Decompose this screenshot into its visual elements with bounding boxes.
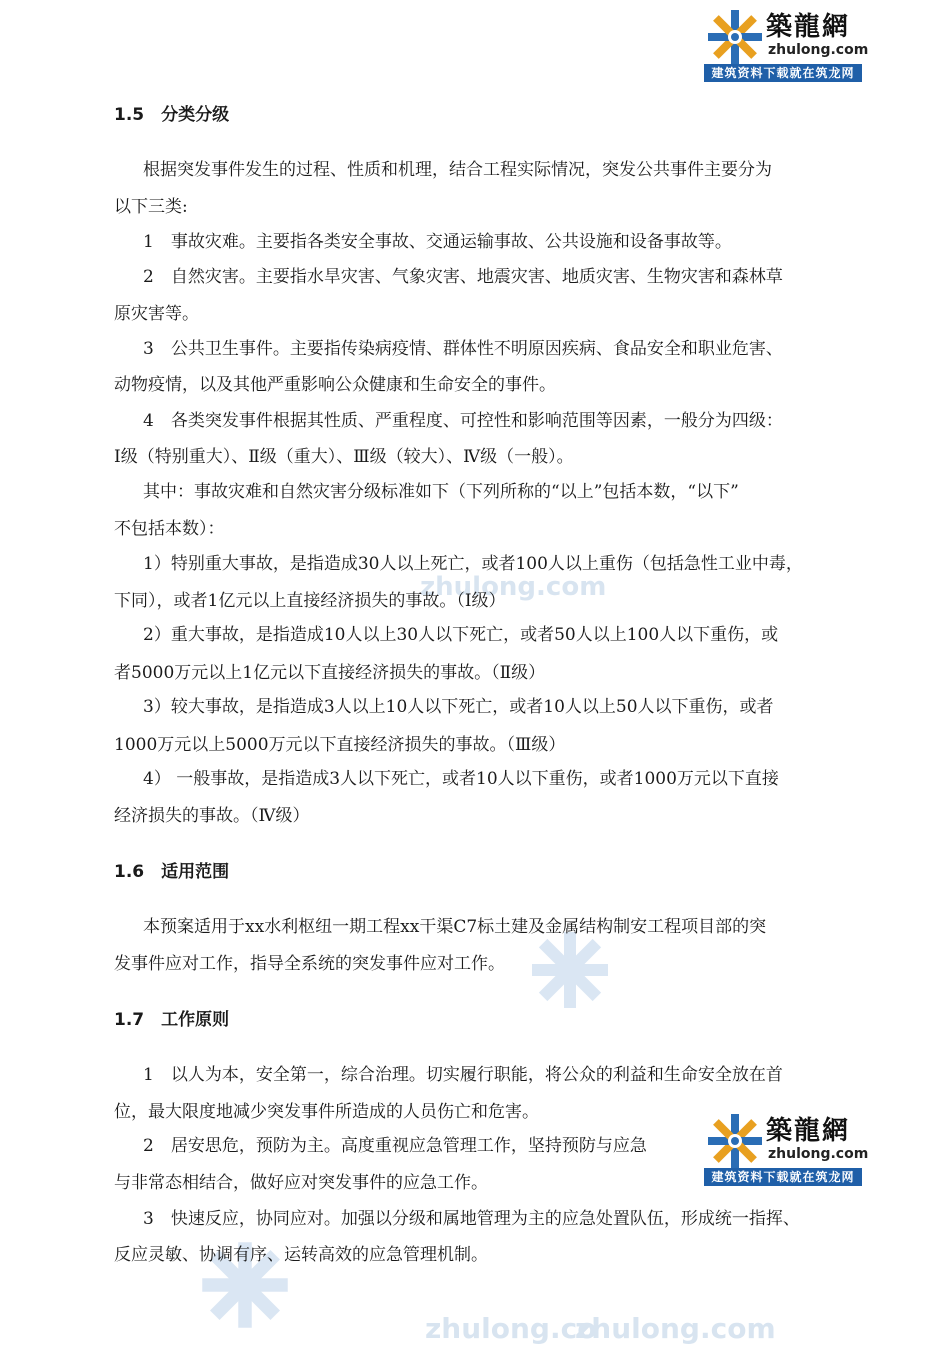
paragraph-line: 下同），或者1亿元以上直接经济损失的事故。（Ⅰ级） xyxy=(114,591,506,611)
brand-name-en: zhulong.com xyxy=(768,42,869,58)
paragraph-line: 3 公共卫生事件。主要指传染病疫情、群体性不明原因疾病、食品安全和职业危害、 xyxy=(143,339,783,359)
paragraph-line: 3 快速反应，协同应对。加强以分级和属地管理为主的应急处置队伍，形成统一指挥、 xyxy=(143,1209,800,1229)
paragraph-line: 本预案适用于xx水利枢纽一期工程xx干渠C7标土建及金属结构制安工程项目部的突 xyxy=(143,917,767,937)
paragraph-line: 位，最大限度地减少突发事件所造成的人员伤亡和危害。 xyxy=(114,1102,539,1122)
paragraph-line: 根据突发事件发生的过程、性质和机理，结合工程实际情况，突发公共事件主要分为 xyxy=(143,160,772,180)
brand-banner: 建筑资料下载就在筑龙网 xyxy=(704,64,862,82)
brand-name-cn: 築龍網 xyxy=(766,12,851,42)
paragraph-line: 1 事故灾难。主要指各类安全事故、交通运输事故、公共设施和设备事故等。 xyxy=(143,232,732,252)
paragraph-line: 以下三类: xyxy=(114,197,188,217)
paragraph-line: 与非常态相结合，做好应对突发事件的应急工作。 xyxy=(114,1173,488,1193)
paragraph-line: 3）较大事故，是指造成3人以上10人以下死亡，或者10人以上50人以下重伤，或者 xyxy=(143,697,774,717)
site-logo xyxy=(704,1108,869,1186)
watermark-text: zhulong.com xyxy=(420,572,607,602)
zhulong-logo-icon xyxy=(706,8,764,66)
section-heading-1-7: 1.7 工作原则 xyxy=(114,1010,230,1030)
paragraph-line: 1000万元以上5000万元以下直接经济损失的事故。（Ⅲ级） xyxy=(114,735,566,755)
paragraph-line: 4） 一般事故，是指造成3人以下死亡，或者10人以下重伤，或者1000万元以下直接 xyxy=(143,769,779,789)
paragraph-line: 经济损失的事故。（Ⅳ级） xyxy=(114,806,310,826)
brand-banner: 建筑资料下载就在筑龙网 xyxy=(704,1168,862,1186)
paragraph-line: 者5000万元以上1亿元以下直接经济损失的事故。（Ⅱ级） xyxy=(114,663,546,683)
section-heading-1-6: 1.6 适用范围 xyxy=(114,862,230,882)
paragraph-line: 其中：事故灾难和自然灾害分级标准如下（下列所称的“以上”包括本数，“以下” xyxy=(143,482,739,502)
section-heading-1-5: 1.5 分类分级 xyxy=(114,105,230,125)
watermark-text: zhulong.com xyxy=(575,1312,776,1345)
paragraph-line: 1 以人为本，安全第一，综合治理。切实履行职能，将公众的利益和生命安全放在首 xyxy=(143,1065,783,1085)
paragraph-line: 反应灵敏、协调有序、运转高效的应急管理机制。 xyxy=(114,1245,488,1265)
brand-name-en: zhulong.com xyxy=(768,1146,869,1162)
watermark-text: zhulong.co xyxy=(425,1312,597,1345)
paragraph-line: 4 各类突发事件根据其性质、严重程度、可控性和影响范围等因素，一般分为四级： xyxy=(143,411,783,431)
watermark-flake-icon xyxy=(530,930,610,1010)
site-logo xyxy=(704,4,869,82)
paragraph-line: 发事件应对工作，指导全系统的突发事件应对工作。 xyxy=(114,954,505,974)
zhulong-logo-icon xyxy=(706,1112,764,1170)
paragraph-line: 动物疫情，以及其他严重影响公众健康和生命安全的事件。 xyxy=(114,375,556,395)
paragraph-line: 1）特别重大事故，是指造成30人以上死亡，或者100人以上重伤（包括急性工业中毒， xyxy=(143,554,803,574)
paragraph-line: 原灾害等。 xyxy=(114,304,199,324)
paragraph-line: 2 自然灾害。主要指水旱灾害、气象灾害、地震灾害、地质灾害、生物灾害和森林草 xyxy=(143,267,783,287)
brand-name-cn: 築龍網 xyxy=(766,1116,851,1146)
paragraph-line: Ⅰ级（特别重大）、Ⅱ级（重大）、Ⅲ级（较大）、Ⅳ级（一般）。 xyxy=(114,447,574,467)
paragraph-line: 2）重大事故，是指造成10人以上30人以下死亡，或者50人以上100人以下重伤，或 xyxy=(143,625,779,645)
paragraph-line: 不包括本数）： xyxy=(114,519,225,539)
paragraph-line: 2 居安思危，预防为主。高度重视应急管理工作，坚持预防与应急 xyxy=(143,1136,647,1156)
